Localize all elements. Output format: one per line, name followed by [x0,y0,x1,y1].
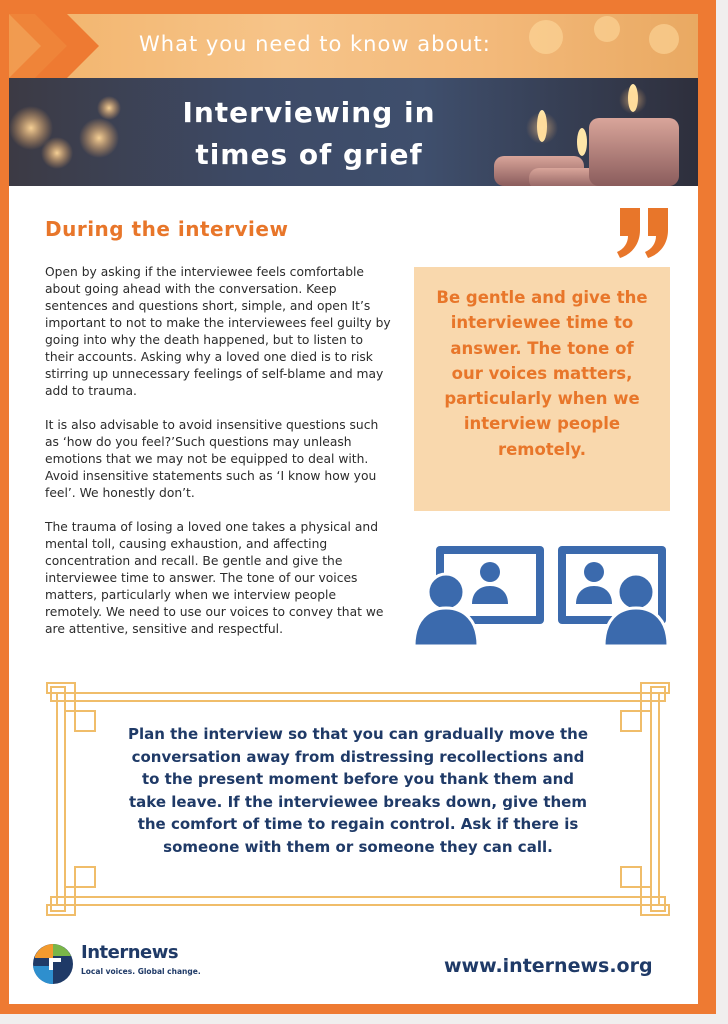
tip-panel [45,681,671,917]
tip-text: Plan the interview so that you can gradually move the conversation away from distressing recollections and to the present moment before you thank them and take leave. If the interviewee breaks down, give them the comfort of time to regain control. Ask if there is someone with them or someone they can call. [127,725,589,856]
internews-logo-icon [31,942,77,986]
logo-name: Internews [81,942,179,963]
chevron-arrow-icon [9,14,119,78]
pull-quote-box [414,267,670,511]
internews-logo[interactable] [31,942,201,986]
title-line-1: Interviewing in [182,96,436,129]
paragraph-2: It is also advisable to avoid insensitive questions such as ‘how do you feel?’Such questions may unleash emotions that we may not be equipped to deal with. Avoid insensitive statements such as ‘I know how you feel’. We honestly don’t. [45,418,379,500]
body-text [45,264,395,655]
logo-tagline: Local voices. Global change. [81,967,201,976]
page-title [149,92,469,176]
website-link[interactable]: www.internews.org [444,955,653,977]
paragraph-3: The trauma of losing a loved one takes a physical and mental toll, causing exhaustion, and affecting concentration and recall. Be gentle and give the interviewee time to answer. The tone of our voices matters, particularly when we interview people remotely. We need to use our voices to convey that we are attentive, sensitive and respectful. [45,520,384,636]
header-strip [9,14,698,78]
document-page [9,14,698,1004]
video-call-icon [414,542,670,646]
header-kicker: What you need to know about: [139,32,491,56]
header-banner [9,78,698,186]
pull-quote-text: Be gentle and give the interviewee time to answer. The tone of our voices matters, particularly when we interview people remotely. [436,288,648,459]
paragraph-1: Open by asking if the interviewee feels comfortable about going ahead with the conversation. Keep sentences and questions short, simple, and open It’s important to not to make the interviewees feel guilty by going into why the death happened, but to listen to their accounts. Asking why a loved one died is to risk stirring up unnecessary feelings of self-blame and may add to trauma. [45,265,391,398]
section-title: During the interview [45,217,289,241]
closing-quote-icon [614,204,674,260]
title-line-2: times of grief [195,138,423,171]
